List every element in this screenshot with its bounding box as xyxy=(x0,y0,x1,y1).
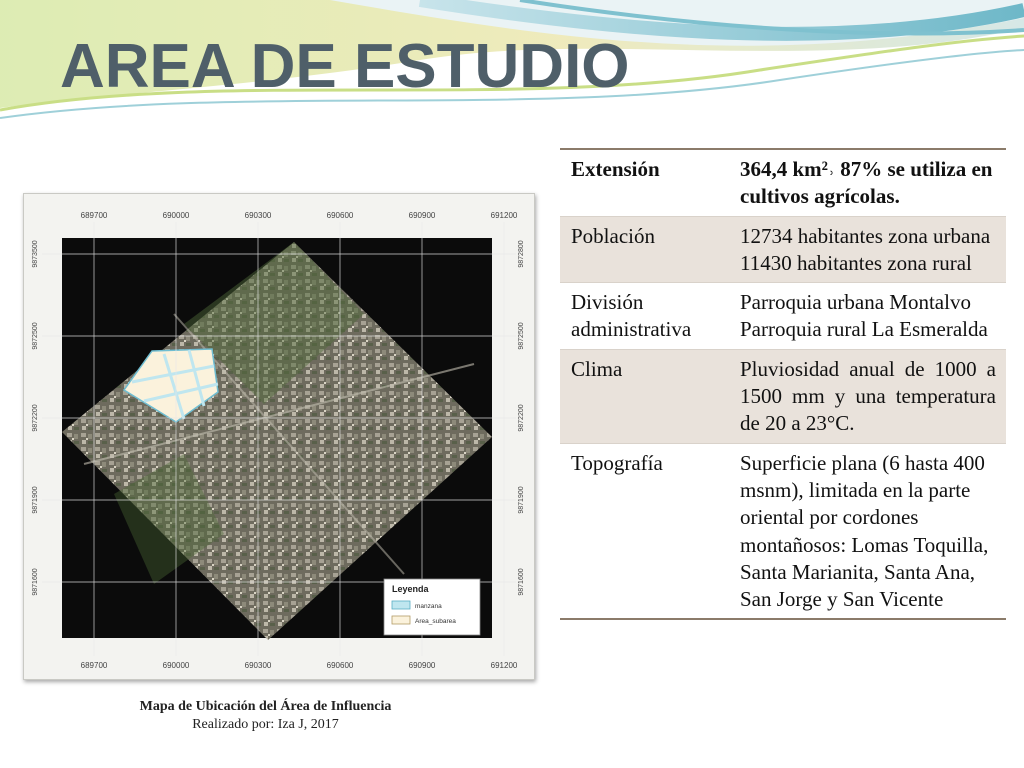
row-label: Población xyxy=(571,223,655,248)
value-line: Parroquia urbana Montalvo xyxy=(740,290,971,315)
legend-label: Area_subarea xyxy=(415,618,456,625)
coord-label: 9873500 xyxy=(32,240,39,268)
bottom-coordinates xyxy=(81,661,518,670)
row-label: Clima xyxy=(571,356,623,381)
coord-label: 690900 xyxy=(408,661,436,670)
coord-label: 690300 xyxy=(244,661,272,670)
coord-label: 690000 xyxy=(162,211,190,220)
value-line: Parroquia rural La Esmeralda xyxy=(740,317,988,342)
map-legend xyxy=(384,579,480,635)
row-label: Extensión xyxy=(571,157,660,181)
row-value: Superficie plana (6 hasta 400 msnm), limitada en la parte oriental por cordones montañosos: Lomas Toquilla, Santa Marianita, Santa Ana, San Jorge y San Vicente xyxy=(740,450,989,612)
coord-label: 9872800 xyxy=(518,240,525,268)
coord-label: 9871900 xyxy=(518,486,525,514)
table-row-climate xyxy=(560,349,1006,443)
coord-label: 690900 xyxy=(408,211,436,220)
row-label: Topografía xyxy=(571,450,663,475)
coord-label: 9871600 xyxy=(32,568,39,596)
row-value: Pluviosidad anual de 1000 a 1500 mm y una temperatura de 20 a 23°C. xyxy=(740,356,996,436)
left-coordinates xyxy=(32,240,39,595)
caption-title: Mapa de Ubicación del Área de Influencia xyxy=(139,699,392,714)
coord-label: 691200 xyxy=(490,661,518,670)
coord-label: 689700 xyxy=(80,211,108,220)
row-label: División administrativa xyxy=(571,290,692,342)
legend-title: Leyenda xyxy=(392,584,429,594)
table-row-administrative-division xyxy=(560,283,1006,350)
coord-label: 690300 xyxy=(244,211,272,220)
top-coordinates xyxy=(81,211,518,220)
legend-swatch-manzana xyxy=(392,601,410,609)
table-row-topography xyxy=(560,443,1006,619)
coord-label: 9871900 xyxy=(32,486,39,514)
location-map xyxy=(23,193,535,680)
coord-label: 9872200 xyxy=(518,404,525,432)
row-value xyxy=(729,216,1006,283)
value-line: 12734 habitantes zona urbana xyxy=(740,223,991,248)
legend-swatch-area-subarea xyxy=(392,616,410,624)
row-value: 364,4 km²˒ 87% se utiliza en cultivos agrícolas. xyxy=(740,157,993,209)
coord-label: 9872500 xyxy=(518,322,525,350)
slide-title: AREA DE ESTUDIO xyxy=(60,32,630,101)
table-row-population xyxy=(560,216,1006,283)
coord-label: 691200 xyxy=(490,211,518,220)
coord-label: 9872200 xyxy=(32,404,39,432)
coord-label: 689700 xyxy=(80,661,108,670)
coord-label: 9872500 xyxy=(32,322,39,350)
table-row-extension xyxy=(560,149,1006,216)
legend-label: manzana xyxy=(415,603,442,610)
map-caption xyxy=(23,698,508,734)
row-value xyxy=(729,283,1006,350)
map-canvas xyxy=(24,194,534,679)
coord-label: 690600 xyxy=(326,211,354,220)
right-coordinates xyxy=(518,240,525,595)
caption-author: Realizado por: Iza J, 2017 xyxy=(192,717,339,733)
value-line: 11430 habitantes zona rural xyxy=(740,250,972,275)
study-area-table xyxy=(560,148,1006,620)
coord-label: 9871600 xyxy=(518,568,525,596)
coord-label: 690600 xyxy=(326,661,354,670)
coord-label: 690000 xyxy=(162,661,190,670)
